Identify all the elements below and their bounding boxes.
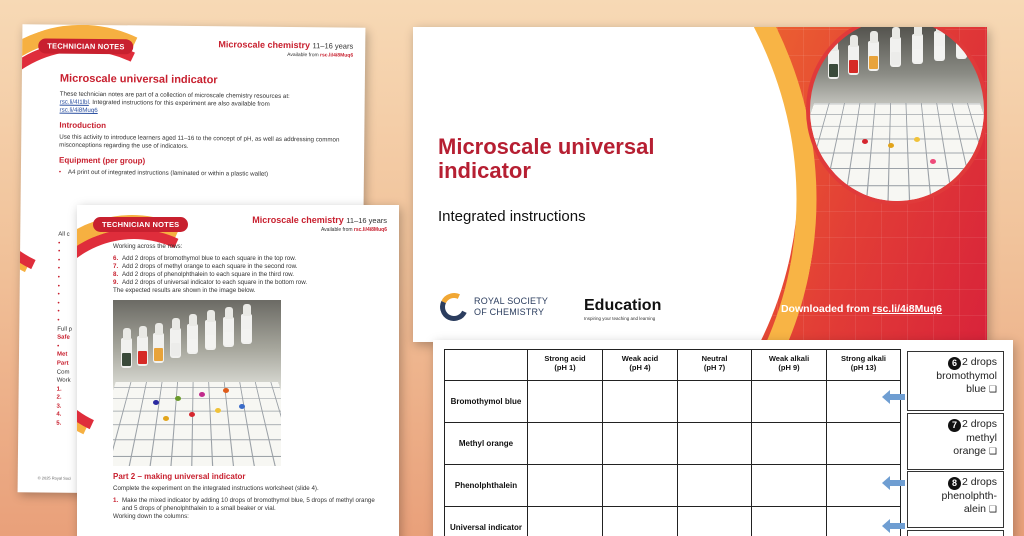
- indicator-drop: [914, 137, 920, 142]
- strip-number: 3.: [56, 403, 62, 410]
- row-label: Bromothymol blue: [445, 381, 528, 423]
- slide-title: Microscale universal indicator: [438, 134, 655, 183]
- column-header-name: Neutral: [701, 354, 728, 363]
- result-cell: [752, 507, 827, 536]
- result-cell: [678, 465, 752, 507]
- column-header: [678, 350, 752, 381]
- technician-notes-badge: TECHNICIAN NOTES: [38, 38, 134, 54]
- dropper-bottle: [121, 338, 132, 368]
- table-row: [445, 381, 901, 423]
- strip-number: 4.: [56, 412, 62, 419]
- step-line: orange: [953, 445, 986, 457]
- technician-notes-page-2: [77, 205, 399, 536]
- doc-body: [58, 72, 351, 180]
- arrow-left-icon: [889, 480, 905, 486]
- dropper-bottle: [205, 320, 216, 350]
- result-cell: [603, 423, 678, 465]
- header-ages: 11–16 years: [346, 216, 387, 225]
- step-number: 1.: [113, 497, 119, 504]
- result-cell: [528, 381, 603, 423]
- indicator-drop: [862, 139, 868, 144]
- worksheet-table-card: [433, 340, 1013, 536]
- strip-bullet: •: [57, 308, 60, 315]
- result-cell: [752, 465, 827, 507]
- header-series: Microscale chemistry: [252, 215, 344, 225]
- method-steps: [113, 255, 385, 287]
- header-available-label: Available from: [287, 51, 319, 59]
- method-step: [113, 255, 385, 263]
- strip-line: Com: [56, 369, 70, 376]
- step-number-badge: 8: [948, 477, 961, 490]
- columns-text: Working down the columns:: [113, 513, 189, 520]
- column-header-name: Weak acid: [621, 354, 659, 363]
- header-ages: 11–16 years: [312, 41, 354, 51]
- education-title: Education: [584, 297, 662, 314]
- step-text: Add 2 drops of bromothymol blue to each square in the top row.: [122, 255, 297, 262]
- strip-line: All c: [58, 231, 70, 238]
- step-line: bromothymol: [936, 370, 997, 382]
- step-number: 9.: [113, 279, 119, 286]
- strip-number: 2.: [56, 394, 62, 401]
- introduction-text: Use this activity to introduce learners aged 11–16 to the concept of pH, as well as addressing common misconceptions regarding the use of indicators.: [59, 133, 340, 150]
- strip-bullet: •: [57, 257, 61, 264]
- indicator-drop: [215, 408, 221, 413]
- strip-bullet: •: [57, 300, 60, 307]
- strip-bullet: •: [58, 248, 61, 255]
- dropper-bottle: [223, 317, 234, 347]
- indicator-drop: [223, 388, 229, 393]
- table-corner-cell: [445, 350, 528, 381]
- column-header: [752, 350, 827, 381]
- slide-subtitle: Integrated instructions: [438, 208, 586, 225]
- part2-steps: [113, 497, 385, 513]
- intro-paragraph: [60, 91, 351, 118]
- arrow-left-icon: [889, 523, 905, 529]
- indicator-drop: [163, 416, 169, 421]
- strip-line: Work: [56, 377, 71, 384]
- result-cell: [528, 465, 603, 507]
- strip-bullet: •: [57, 317, 60, 324]
- result-cell: [528, 507, 603, 536]
- indicator-drop: [153, 400, 159, 405]
- indicator-drop: [239, 404, 245, 409]
- experiment-photo: [806, 27, 987, 205]
- step-line: phenolphth-: [941, 490, 997, 502]
- method-step: [113, 497, 385, 513]
- column-header-name: Strong acid: [544, 354, 586, 363]
- checkbox-icon[interactable]: ❑: [988, 504, 997, 514]
- step-card-8: [907, 471, 1004, 528]
- intro-text: These technician notes are part of a collection of microscale chemistry resources at:: [59, 90, 290, 101]
- strip-bullet: •: [57, 283, 60, 290]
- rsc-logo-text: [474, 296, 548, 318]
- dropper-bottle: [187, 324, 198, 354]
- method-step: [113, 279, 385, 287]
- step-text: Add 2 drops of universal indicator to each square in the bottom row.: [122, 279, 308, 286]
- step-card-text: [914, 356, 997, 396]
- title-slide: [413, 27, 987, 342]
- strip-heading: Safe: [57, 334, 70, 341]
- indicator-drop: [930, 159, 936, 164]
- checkbox-icon[interactable]: ❑: [988, 446, 997, 456]
- dropper-bottle: [890, 37, 901, 67]
- table-row: [445, 507, 901, 536]
- doc-header: [218, 39, 353, 58]
- rsc-logo: [440, 293, 548, 321]
- doc-header-availability: [218, 51, 353, 58]
- step-number: 6.: [113, 255, 119, 262]
- column-header-ph: (pH 4): [629, 363, 651, 372]
- arrow-left-icon: [889, 394, 905, 400]
- result-cell: [603, 507, 678, 536]
- doc-header-title: [218, 39, 353, 50]
- column-header-ph: (pH 1): [554, 363, 576, 372]
- step-card-text: [914, 476, 997, 516]
- result-cell: [678, 381, 752, 423]
- dropper-bottle: [241, 314, 252, 344]
- column-header: [528, 350, 603, 381]
- results-text: The expected results are shown in the image below.: [113, 287, 256, 294]
- strip-bullet: •: [58, 240, 61, 247]
- strip-heading: Part: [56, 360, 69, 367]
- table-row: [445, 465, 901, 507]
- table-header-row: [445, 350, 901, 381]
- dropper-bottle: [956, 29, 967, 59]
- column-header-ph: (pH 7): [703, 363, 726, 372]
- strip-line: Full p: [57, 326, 72, 333]
- checkbox-icon[interactable]: ❑: [988, 384, 997, 394]
- result-cell: [678, 423, 752, 465]
- dropper-bottle: [934, 31, 945, 61]
- step-text: Make the mixed indicator by adding 10 drops of bromothymol blue, 5 drops of methyl orange and 5 drops of phenolphthalein to a small beaker or vial.: [122, 497, 375, 512]
- column-header-name: Weak alkali: [768, 354, 810, 363]
- strip-heading: Met: [56, 351, 68, 359]
- doc-header-availability: [252, 227, 387, 233]
- header-series: Microscale chemistry: [218, 39, 311, 51]
- copyright-footer: © 2025 Royal Soci: [37, 475, 71, 481]
- indicator-drop: [189, 412, 195, 417]
- obscured-left-text: [56, 231, 73, 429]
- dropper-bottle: [137, 336, 148, 366]
- step-text: Add 2 drops of methyl orange to each square in the second row.: [122, 263, 298, 270]
- grid-worksheet-photo: [806, 103, 987, 204]
- strip-bullet: •: [57, 343, 60, 350]
- grid-worksheet-photo: [113, 382, 281, 466]
- education-logo: [584, 297, 661, 321]
- step-card-7: [907, 413, 1004, 470]
- method-step: [113, 263, 385, 271]
- intro-link-collection[interactable]: rsc.li/4I1lbl: [59, 98, 89, 106]
- education-tagline: Inspiring your teaching and learning: [584, 316, 656, 321]
- column-header-name: Strong alkali: [840, 354, 886, 363]
- column-header: [603, 350, 678, 381]
- dropper-bottle: [848, 45, 859, 75]
- equipment-item: • A4 print out of integrated instructions (laminated or within a plastic wallet): [59, 169, 350, 180]
- header-link[interactable]: rsc.li/4i8Muq6: [320, 52, 354, 59]
- indicator-drop: [888, 143, 894, 148]
- result-cell: [827, 423, 901, 465]
- step-card-6: [907, 351, 1004, 411]
- strip-bullet: •: [57, 265, 61, 272]
- method-step: [113, 271, 385, 279]
- strip-number: 5.: [56, 420, 62, 427]
- intro-text-2: . Integrated instructions for this experiment are also available from: [88, 98, 270, 108]
- dropper-bottle: [828, 49, 839, 79]
- result-cell: [678, 507, 752, 536]
- dropper-bottle: [170, 328, 181, 358]
- doc-title: Microscale universal indicator: [59, 72, 218, 87]
- row-label: Phenolphthalein: [445, 465, 528, 507]
- technician-notes-badge: TECHNICIAN NOTES: [93, 217, 188, 232]
- step-line: 2 drops: [961, 356, 997, 368]
- header-available-label: Available from: [320, 227, 353, 233]
- dropper-bottle: [912, 34, 923, 64]
- column-header-ph: (pH 9): [778, 363, 800, 372]
- doc-header-title: [252, 215, 387, 225]
- intro-link-instructions[interactable]: rsc.li/4i8Muq6: [59, 106, 98, 115]
- download-note: [781, 303, 942, 315]
- strip-number: 1.: [56, 386, 62, 393]
- step-card-9: [907, 530, 1004, 536]
- step-text: Add 2 drops of phenolphthalein to each square in the third row.: [122, 271, 294, 278]
- step-number: 7.: [113, 263, 119, 270]
- equipment-heading: Equipment (per group): [58, 155, 146, 166]
- table-row: [445, 423, 901, 465]
- row-label: Methyl orange: [445, 423, 528, 465]
- rsc-logo-icon: [436, 289, 472, 325]
- column-header: [827, 350, 901, 381]
- result-cell: [603, 465, 678, 507]
- step-number-badge: 6: [948, 357, 961, 370]
- result-cell: [752, 423, 827, 465]
- doc-body: [113, 243, 385, 525]
- step-line: methyl: [966, 432, 997, 444]
- introduction-heading: Introduction: [59, 120, 107, 131]
- step-card-text: [914, 418, 997, 458]
- result-cell: [603, 381, 678, 423]
- dropper-bottle: [868, 41, 879, 71]
- rsc-line-2: OF CHEMISTRY: [474, 307, 545, 317]
- expected-results-photo: [113, 300, 281, 466]
- doc-header: [252, 215, 387, 233]
- indicator-results-table: [444, 349, 901, 536]
- step-line: blue: [966, 383, 986, 395]
- strip-bullet: •: [57, 291, 60, 298]
- step-line: 2 drops: [961, 418, 997, 430]
- rows-intro: Working across the rows:: [113, 243, 183, 250]
- result-cell: [528, 423, 603, 465]
- rsc-line-1: ROYAL SOCIETY: [474, 296, 549, 306]
- indicator-drop: [199, 392, 205, 397]
- indicator-drop: [175, 396, 181, 401]
- part2-heading: Part 2 – making universal indicator: [113, 472, 246, 481]
- row-label: Universal indicator: [445, 507, 528, 536]
- header-link[interactable]: rsc.li/4i8Muq6: [353, 227, 387, 233]
- step-number-badge: 7: [948, 419, 961, 432]
- download-link[interactable]: rsc.li/4i8Muq6: [872, 303, 942, 315]
- result-cell: [752, 381, 827, 423]
- step-number: 8.: [113, 271, 119, 278]
- download-prefix: Downloaded from: [780, 303, 870, 315]
- step-line: alein: [963, 503, 986, 515]
- column-header-ph: (pH 13): [850, 363, 877, 372]
- part2-text: Complete the experiment on the integrated instructions worksheet (slide 4).: [113, 485, 319, 492]
- dropper-bottle: [153, 333, 164, 363]
- step-line: 2 drops: [961, 476, 997, 488]
- strip-bullet: •: [57, 274, 60, 281]
